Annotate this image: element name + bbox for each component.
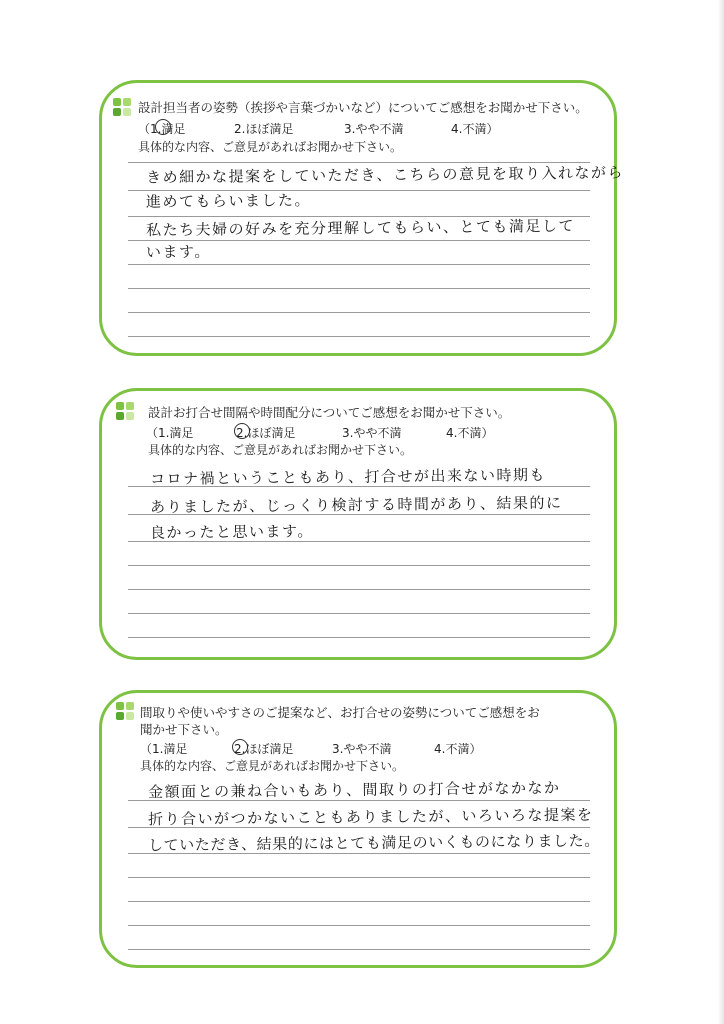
- writing-line: [128, 925, 590, 926]
- details-prompt: 具体的な内容、ご意見があればお聞かせ下さい。: [138, 140, 403, 154]
- rating-options: [140, 740, 560, 756]
- option-mostly-satisfied: 2.ほぼ満足: [236, 426, 296, 440]
- scan-edge-shadow: [718, 0, 724, 1024]
- rating-options: [138, 120, 558, 136]
- option-somewhat-dissatisfied: 3.やや不満: [332, 742, 392, 756]
- writing-line: [128, 613, 590, 614]
- option-mostly-satisfied: 2.ほぼ満足: [234, 122, 294, 136]
- writing-line: [128, 312, 590, 313]
- clover-logo-icon: [116, 702, 134, 720]
- writing-line: [128, 949, 590, 950]
- question-title-continued: 聞かせ下さい。: [140, 722, 228, 737]
- option-dissatisfied: 4.不満）: [451, 122, 499, 136]
- clover-logo-icon: [113, 98, 131, 116]
- writing-line: [128, 877, 590, 878]
- handwritten-answer-line: 進めてもらいました。: [145, 191, 312, 211]
- writing-line: [128, 288, 590, 289]
- rating-options: [146, 424, 566, 440]
- writing-line: [128, 637, 590, 638]
- handwritten-answer-line: きめ細かな提案をしていただき、こちらの意見を取り入れながら: [145, 163, 624, 187]
- handwritten-answer-line: 良かったと思います。: [149, 522, 314, 542]
- option-satisfied: （1.満足: [146, 426, 194, 440]
- handwritten-answer-line: 私たち夫婦の好みを充分理解してもらい、とても満足して: [145, 216, 576, 240]
- writing-line: [128, 901, 590, 902]
- option-dissatisfied: 4.不満）: [446, 426, 494, 440]
- details-prompt: 具体的な内容、ご意見があればお聞かせ下さい。: [140, 759, 405, 773]
- handwritten-answer-line: 折り合いがつかないこともありましたが、いろいろな提案を: [147, 805, 594, 829]
- option-somewhat-dissatisfied: 3.やや不満: [342, 426, 402, 440]
- option-mostly-satisfied: 2.ほぼ満足: [234, 742, 294, 756]
- option-somewhat-dissatisfied: 3.やや不満: [344, 122, 404, 136]
- handwritten-answer-line: コロナ禍ということもあり、打合せが出来ない時期も: [149, 465, 547, 489]
- option-satisfied: （1.満足: [138, 122, 186, 136]
- writing-line: [128, 264, 590, 265]
- writing-line: [128, 589, 590, 590]
- question-title: 設計担当者の姿勢（挨拶や言葉づかいなど）についてご感想をお聞かせ下さい。: [138, 100, 588, 115]
- option-satisfied: （1.満足: [140, 742, 188, 756]
- question-title: 設計お打合せ間隔や時間配分についてご感想をお聞かせ下さい。: [148, 405, 511, 420]
- handwritten-answer-line: 金額面との兼ね合いもあり、間取りの打合せがなかなか: [147, 778, 561, 802]
- clover-logo-icon: [116, 402, 134, 420]
- question-title: 間取りや使いやすさのご提案など、お打合せの姿勢についてご感想をお: [140, 705, 540, 720]
- writing-line: [128, 336, 590, 337]
- details-prompt: 具体的な内容、ご意見があればお聞かせ下さい。: [148, 443, 413, 457]
- option-dissatisfied: 4.不満）: [434, 742, 482, 756]
- handwritten-answer-line: していただき、結果的にはとても満足のいくものになりました。: [147, 831, 600, 855]
- handwritten-answer-line: ありましたが、じっくり検討する時間があり、結果的に: [149, 493, 563, 517]
- writing-line: [128, 565, 590, 566]
- handwritten-answer-line: います。: [145, 242, 211, 262]
